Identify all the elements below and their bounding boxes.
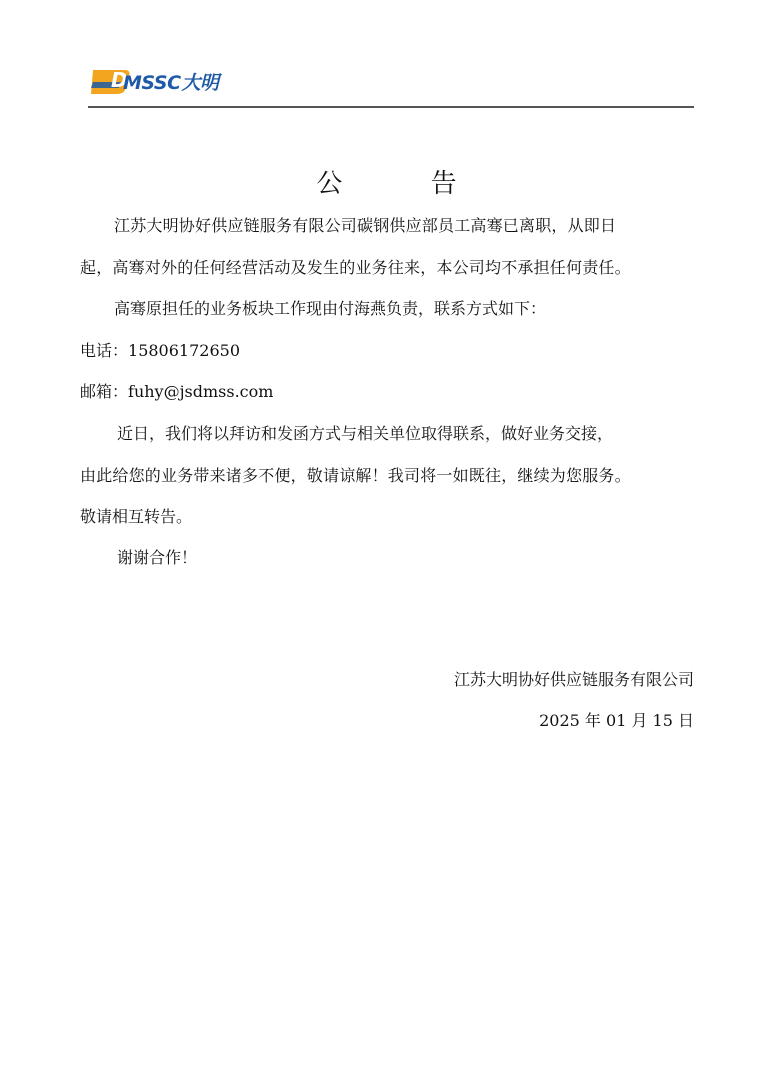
paragraph3-line3: 敬请相互转告。 <box>80 507 193 526</box>
logo-latin: MSSC <box>123 72 181 94</box>
paragraph2: 高骞原担任的业务板块工作现由付海燕负责，联系方式如下： <box>114 299 547 318</box>
logo-letter: D <box>111 68 128 92</box>
paragraph1-line1: 江苏大明协好供应链服务有限公司碳钢供应部员工高骞已离职，从即日 <box>114 216 617 235</box>
signature-company: 江苏大明协好供应链服务有限公司 <box>453 670 694 689</box>
phone-value: 15806172650 <box>128 341 240 360</box>
signature-date: 2025 年 01 月 15 日 <box>539 711 694 730</box>
dmssc-logo <box>91 64 241 98</box>
phone-line <box>80 341 700 361</box>
logo-chinese: 大明 <box>181 72 219 94</box>
phone-label: 电话： <box>80 341 129 360</box>
logo-text <box>123 72 219 94</box>
email-line <box>80 382 700 402</box>
header-divider <box>88 106 694 108</box>
email-value: fuhy@jsdmss.com <box>128 382 274 401</box>
email-label: 邮箱： <box>80 382 129 401</box>
paragraph3-line2: 由此给您的业务带来诸多不便，敬请谅解！我司将一如既往，继续为您服务。 <box>80 466 631 485</box>
paragraph3-line1: 近日，我们将以拜访和发函方式与相关单位取得联系，做好业务交接， <box>117 424 614 443</box>
notice-title: 公 告 <box>316 169 497 199</box>
thanks-line: 谢谢合作！ <box>117 548 198 567</box>
paragraph1-line2: 起，高骞对外的任何经营活动及发生的业务往来，本公司均不承担任何责任。 <box>80 258 631 277</box>
